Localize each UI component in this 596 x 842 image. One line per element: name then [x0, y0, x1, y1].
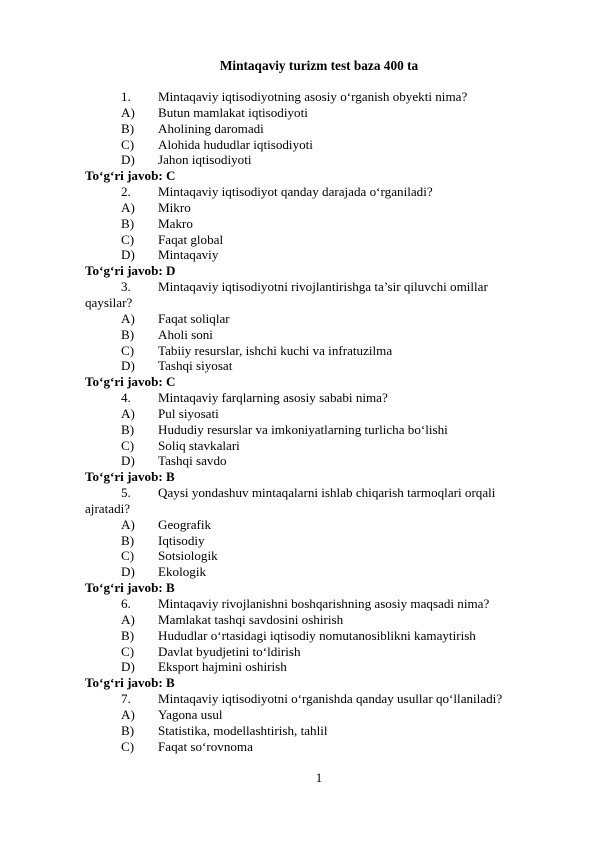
question-row	[85, 390, 545, 406]
option-row	[85, 232, 545, 248]
option-row	[85, 406, 545, 422]
option-letter: D)	[121, 659, 135, 675]
option-text: Geografik	[158, 516, 212, 532]
option-text: Faqat global	[158, 231, 224, 247]
correct-answer: To‘g‘ri javob: C	[85, 168, 176, 184]
option-letter: C)	[121, 548, 135, 564]
option-letter: C)	[121, 643, 135, 659]
question-number: 7.	[121, 691, 131, 707]
option-row	[85, 438, 545, 454]
option-text: Mintaqaviy	[158, 247, 219, 263]
option-row	[85, 105, 545, 121]
option-row	[85, 517, 545, 533]
correct-answer: To‘g‘ri javob: D	[85, 263, 176, 279]
question-text-continued: ajratadi?	[85, 500, 131, 516]
option-row	[85, 453, 545, 469]
option-row	[85, 739, 545, 755]
correct-answer: To‘g‘ri javob: B	[85, 580, 175, 596]
option-text: Eksport hajmini oshirish	[158, 659, 287, 675]
option-letter: D)	[121, 453, 135, 469]
option-letter: B)	[121, 627, 135, 643]
option-letter: A)	[121, 516, 135, 532]
question-number: 2.	[121, 184, 131, 200]
question-text: Mintaqaviy iqtisodiyot qanday darajada o‘rganiladi?	[158, 184, 433, 200]
option-letter: B)	[121, 215, 135, 231]
question-list	[85, 89, 545, 754]
option-text: Hududlar o‘rtasidagi iqtisodiy nomutanosiblikni kamaytirish	[158, 627, 476, 643]
page-number: 1	[315, 770, 323, 785]
option-text: Jahon iqtisodiyoti	[158, 152, 252, 168]
option-text: Davlat byudjetini to‘ldirish	[158, 643, 301, 659]
option-row	[85, 628, 545, 644]
correct-answer: To‘g‘ri javob: C	[85, 374, 176, 390]
option-letter: C)	[121, 231, 135, 247]
option-text: Tabiiy resurslar, ishchi kuchi va infratuzilma	[158, 342, 393, 358]
option-text: Aholi soni	[158, 326, 213, 342]
option-text: Tashqi savdo	[158, 453, 227, 469]
correct-answer: To‘g‘ri javob: B	[85, 675, 175, 691]
option-text: Iqtisodiy	[158, 532, 205, 548]
option-letter: B)	[121, 722, 135, 738]
option-letter: D)	[121, 564, 135, 580]
option-letter: A)	[121, 104, 135, 120]
option-letter: B)	[121, 421, 135, 437]
option-text: Hududiy resurslar va imkoniyatlarning turlicha bo‘lishi	[158, 421, 448, 437]
option-text: Aholining daromadi	[158, 120, 264, 136]
option-text: Pul siyosati	[158, 405, 219, 421]
question-number: 6.	[121, 596, 131, 611]
option-text: Soliq stavkalari	[158, 437, 240, 453]
option-row	[85, 216, 545, 232]
option-row	[85, 247, 545, 263]
option-text: Faqat so‘rovnoma	[158, 738, 253, 754]
question-text: Mintaqaviy iqtisodiyotni rivojlantirishga ta’sir qiluvchi omillar	[158, 279, 488, 295]
option-text: Alohida hududlar iqtisodiyoti	[158, 136, 313, 152]
option-text: Mikro	[158, 199, 191, 215]
option-text: Yagona usul	[158, 706, 223, 722]
option-letter: A)	[121, 706, 135, 722]
option-row	[85, 723, 545, 739]
option-row	[85, 137, 545, 153]
option-row	[85, 200, 545, 216]
option-row	[85, 121, 545, 137]
question-row	[85, 596, 545, 612]
option-row	[85, 533, 545, 549]
option-text: Statistika, modellashtirish, tahlil	[158, 722, 328, 738]
option-text: Tashqi siyosat	[158, 358, 233, 374]
question-row	[85, 184, 545, 200]
option-letter: B)	[121, 120, 135, 136]
question-text: Mintaqaviy farqlarning asosiy sababi nima?	[158, 390, 388, 406]
question-number: 5.	[121, 485, 131, 501]
option-text: Makro	[158, 215, 193, 231]
option-row	[85, 564, 545, 580]
option-letter: A)	[121, 199, 135, 215]
option-row	[85, 707, 545, 723]
question-number: 3.	[121, 279, 131, 295]
correct-answer: To‘g‘ri javob: B	[85, 469, 175, 485]
question-text: Qaysi yondashuv mintaqalarni ishlab chiqarish tarmoqlari orqali	[158, 485, 496, 501]
question-number: 4.	[121, 390, 131, 406]
question-text: Mintaqaviy iqtisodiyotni o‘rganishda qanday usullar qo‘llaniladi?	[158, 691, 503, 707]
option-letter: C)	[121, 136, 135, 152]
option-row	[85, 152, 545, 168]
option-letter: B)	[121, 326, 135, 342]
option-letter: D)	[121, 247, 135, 263]
option-row	[85, 327, 545, 343]
option-letter: A)	[121, 310, 135, 326]
question-number: 1.	[121, 89, 131, 104]
option-row	[85, 311, 545, 327]
question-row	[85, 485, 545, 501]
option-letter: D)	[121, 358, 135, 374]
option-row	[85, 644, 545, 660]
question-text: Mintaqaviy rivojlanishni boshqarishning asosiy maqsadi nima?	[158, 596, 490, 611]
option-letter: A)	[121, 611, 135, 627]
question-row	[85, 691, 545, 707]
option-row	[85, 548, 545, 564]
option-letter: C)	[121, 437, 135, 453]
option-text: Ekologik	[158, 564, 207, 580]
option-text: Mamlakat tashqi savdosini oshirish	[158, 611, 344, 627]
question-row	[85, 89, 545, 105]
option-row	[85, 612, 545, 628]
option-row	[85, 422, 545, 438]
document-title: Mintaqaviy turizm test baza 400 ta	[219, 58, 419, 73]
option-row	[85, 358, 545, 374]
question-text: Mintaqaviy iqtisodiyotning asosiy o‘rganish obyekti nima?	[158, 89, 468, 104]
option-letter: A)	[121, 405, 135, 421]
option-row	[85, 659, 545, 675]
option-row	[85, 343, 545, 359]
option-text: Butun mamlakat iqtisodiyoti	[158, 104, 308, 120]
option-text: Faqat soliqlar	[158, 310, 230, 326]
option-text: Sotsiologik	[158, 548, 218, 564]
option-letter: B)	[121, 532, 135, 548]
option-letter: C)	[121, 738, 135, 754]
question-row	[85, 279, 545, 295]
option-letter: C)	[121, 342, 135, 358]
option-letter: D)	[121, 152, 135, 168]
question-text-continued: qaysilar?	[85, 294, 133, 310]
